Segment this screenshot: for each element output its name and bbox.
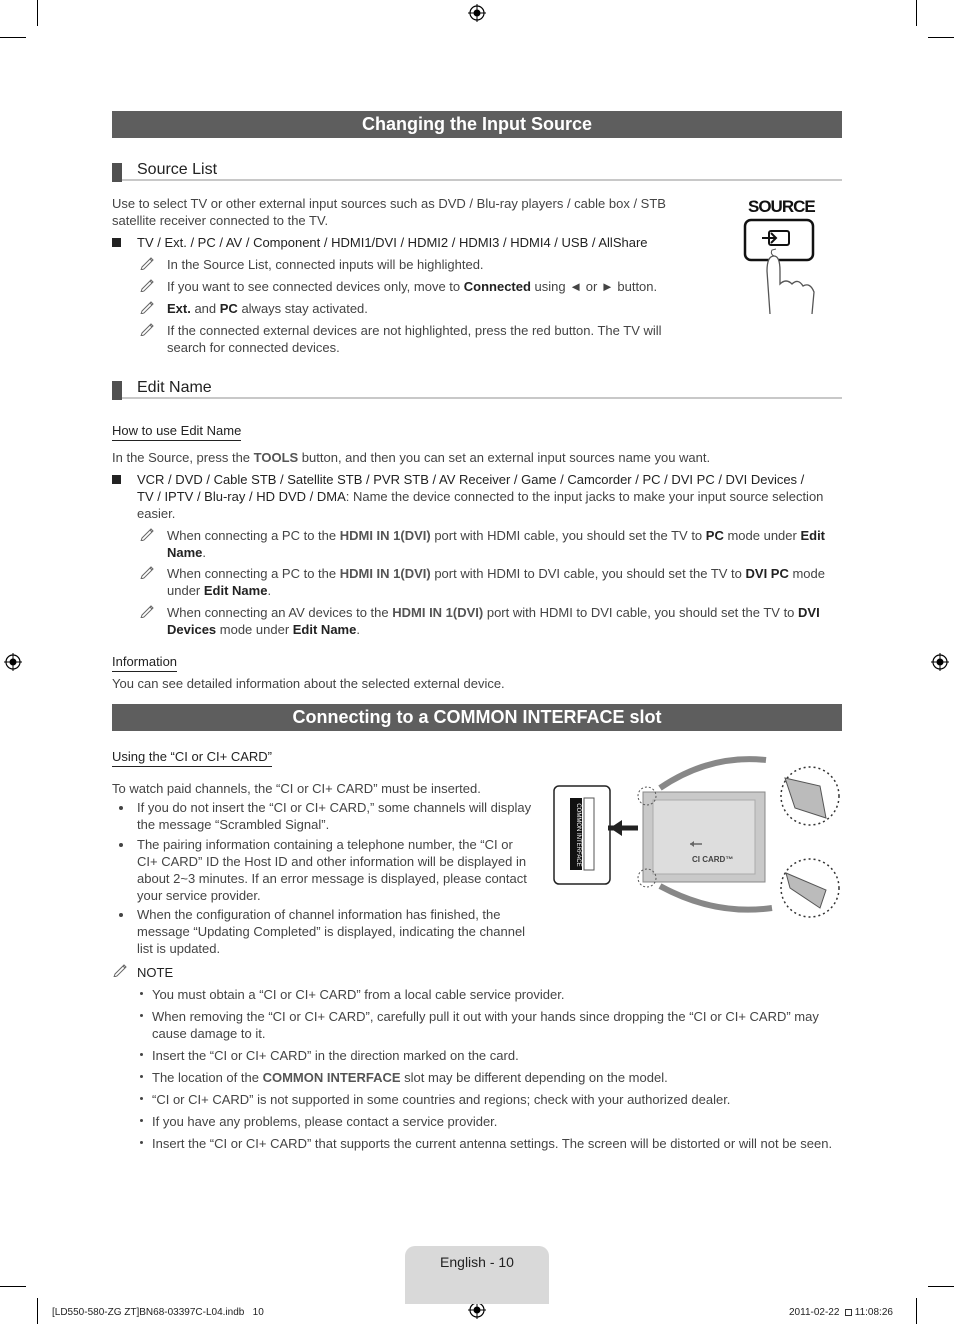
note-item: “CI or CI+ CARD” is not supported in some countries and regions; check with your authorized dealer. — [152, 1092, 731, 1107]
square-bullet-icon — [112, 475, 121, 484]
information-text: You can see detailed information about the selected external device. — [112, 676, 505, 691]
crop-mark — [928, 37, 954, 38]
bullet-dot — [140, 1053, 143, 1056]
bullet-dot — [119, 806, 123, 810]
note-item: If you have any problems, please contact a service provider. — [152, 1114, 498, 1129]
how-to-heading: How to use Edit Name — [112, 422, 241, 441]
note-pencil-icon — [140, 254, 156, 270]
clock-icon — [845, 1309, 852, 1316]
print-date: 2011-02-22 11:08:26 — [789, 1307, 893, 1318]
note-pencil-icon — [140, 602, 156, 618]
crop-mark — [37, 0, 38, 26]
note-pencil-icon — [140, 563, 156, 579]
registration-mark-icon — [931, 653, 949, 671]
edit-name-intro: In the Source, press the TOOLS button, and then you can set an external input sources name you want. — [112, 450, 711, 465]
information-heading: Information — [112, 653, 177, 672]
note-pencil-icon — [140, 525, 156, 541]
registration-mark-icon — [468, 4, 486, 22]
note-pencil-icon — [140, 298, 156, 314]
source-note: If the connected external devices are not highlighted, press the red button. The TV will search for connected devices. — [167, 323, 662, 355]
source-note: Ext. and PC always stay activated. — [167, 301, 368, 316]
source-label: SOURCE — [748, 197, 815, 216]
device-list: VCR / DVD / Cable STB / Satellite STB / PVR STB / AV Receiver / Game / Camcorder / PC / DVI PC / DVI Devices / TV / IPTV / Blu-ray / HD DVD / DMA: Name the device connected to the input jacks to make your input source selection easier. — [137, 472, 824, 521]
source-button-icon — [740, 216, 830, 316]
note-label: NOTE — [137, 965, 174, 980]
note-item: You must obtain a “CI or CI+ CARD” from a local cable service provider. — [152, 987, 565, 1002]
bullet-dot — [140, 1119, 143, 1122]
edit-name-note: When connecting a PC to the HDMI IN 1(DVI) port with HDMI cable, you should set the TV to PC mode under Edit Name. — [167, 528, 826, 560]
ci-bullet: When the configuration of channel information has finished, the message “Updating Completed” is displayed, indicating the channel list is updated. — [137, 907, 526, 956]
source-list-intro: Use to select TV or other external input sources such as DVD / Blu-ray players / cable box / STB satellite receiver connected to the TV. — [112, 196, 666, 228]
bullet-dot — [140, 1141, 143, 1144]
edit-name-note: When connecting an AV devices to the HDMI IN 1(DVI) port with HDMI to DVI cable, you should set the TV to DVI Devices mode under Edit Name. — [167, 605, 820, 637]
ci-bullet: The pairing information containing a telephone number, the “CI or CI+ CARD” ID the Host ID and other information will be displayed in about 2~3 minutes. If an error message is displayed, please contact your service provider. — [137, 837, 527, 903]
crop-mark — [928, 1286, 954, 1287]
note-item: When removing the “CI or CI+ CARD”, carefully pull it out with your hands since dropping the “CI or CI+ CARD” may cause damage to it. — [152, 1009, 819, 1041]
source-remote-illustration — [740, 196, 830, 318]
bullet-dot — [140, 1014, 143, 1017]
crop-mark — [916, 0, 917, 26]
note-pencil-icon — [140, 320, 156, 336]
note-item: The location of the COMMON INTERFACE slot may be different depending on the model. — [152, 1070, 668, 1085]
source-note: If you want to see connected devices only, move to Connected using ◄ or ► button. — [167, 279, 658, 294]
section-title: Changing the Input Source — [112, 111, 842, 138]
section-title: Connecting to a COMMON INTERFACE slot — [112, 704, 842, 731]
registration-mark-icon — [4, 653, 22, 671]
crop-mark — [0, 37, 26, 38]
bullet-dot — [140, 1075, 143, 1078]
common-interface-label: COMMON INTERFACE — [575, 803, 581, 867]
edit-name-note: When connecting a PC to the HDMI IN 1(DVI) port with HDMI to DVI cable, you should set the TV to DVI PC mode under Edit Name. — [167, 566, 825, 598]
bullet-dot — [119, 843, 123, 847]
ci-intro: To watch paid channels, the “CI or CI+ CARD” must be inserted. — [112, 781, 481, 796]
bullet-dot — [140, 992, 143, 995]
file-slug: [LD550-580-ZG ZT]BN68-03397C-L04.indb 10 — [52, 1307, 264, 1318]
edit-name-heading: Edit Name — [112, 380, 842, 399]
page-number-tab — [405, 1246, 549, 1304]
bullet-dot — [119, 913, 123, 917]
bullet-dot — [140, 1097, 143, 1100]
ci-bullet: If you do not insert the “CI or CI+ CARD,” some channels will display the message “Scrambled Signal”. — [137, 800, 532, 832]
ci-card-label: CI CARD™ — [692, 855, 734, 864]
note-pencil-icon — [140, 276, 156, 292]
crop-mark — [916, 1298, 917, 1324]
crop-mark — [37, 1298, 38, 1324]
using-ci-card-heading: Using the “CI or CI+ CARD” — [112, 748, 272, 767]
ci-card-illustration — [550, 748, 846, 922]
source-list-sources: TV / Ext. / PC / AV / Component / HDMI1/DVI / HDMI2 / HDMI3 / HDMI4 / USB / AllShare — [137, 235, 648, 250]
square-bullet-icon — [112, 238, 121, 247]
note-item: Insert the “CI or CI+ CARD” that supports the current antenna settings. The screen will be distorted or will not be seen. — [152, 1136, 833, 1151]
page-number: English - 10 — [440, 1254, 514, 1270]
crop-mark — [0, 1286, 26, 1287]
note-item: Insert the “CI or CI+ CARD” in the direction marked on the card. — [152, 1048, 519, 1063]
source-list-heading: Source List — [112, 162, 842, 181]
source-note: In the Source List, connected inputs will be highlighted. — [167, 257, 484, 272]
note-pencil-icon — [113, 961, 129, 977]
